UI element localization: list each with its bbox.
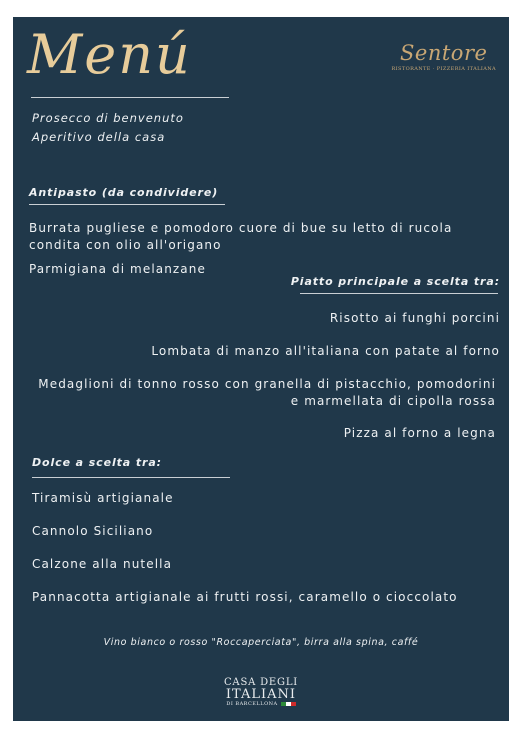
italian-flag-icon: [281, 702, 296, 706]
menu-title: Menú: [27, 23, 192, 86]
principale-item: Risotto ai funghi porcini: [329, 311, 500, 325]
antipasto-item: Parmigiana di melanzane: [29, 262, 206, 276]
principale-item: Medaglioni di tonno rosso con granella di pistacchio, pomodorini: [38, 377, 496, 391]
dolce-divider: [32, 477, 230, 478]
antipasto-item: condita con olio all'origano: [29, 238, 222, 252]
logo-line-1: CASA DEGLI: [223, 677, 299, 688]
brand-subtitle: RISTORANTE · PIZZERIA ITALIANA: [391, 66, 496, 72]
casa-degli-italiani-logo: [13, 677, 509, 707]
principale-heading: Piatto principale a scelta tra:: [290, 275, 500, 288]
brand-logo: [391, 41, 496, 72]
menu-card: [13, 17, 509, 721]
antipasto-item: Burrata pugliese e pomodoro cuore di bue su letto di rucola: [29, 221, 453, 235]
principale-item: e marmellata di cipolla rossa: [290, 394, 496, 408]
antipasto-heading: Antipasto (da condividere): [29, 186, 219, 199]
dolce-item: Pannacotta artigianale ai frutti rossi, caramello o cioccolato: [32, 590, 458, 604]
principale-item: Lombata di manzo all'italiana con patate al forno: [151, 344, 500, 358]
logo-line-2: ITALIANI: [225, 687, 297, 702]
principale-item: Pizza al forno a legna: [343, 426, 496, 440]
dolce-item: Calzone alla nutella: [32, 557, 173, 571]
antipasto-divider: [29, 204, 225, 205]
logo-line-3: [13, 701, 509, 707]
logo-subtitle: DI BARCELLONA: [226, 701, 278, 707]
welcome-line-1: Prosecco di benvenuto: [32, 111, 184, 125]
dolce-heading: Dolce a scelta tra:: [32, 456, 162, 469]
dolce-item: Cannolo Siciliano: [32, 524, 154, 538]
welcome-line-2: Aperitivo della casa: [32, 130, 166, 144]
principale-divider: [300, 293, 498, 294]
brand-name: Sentore: [400, 41, 488, 65]
drinks-footer: Vino bianco o rosso "Roccaperciata", birra alla spina, caffé: [103, 637, 419, 648]
dolce-item: Tiramisù artigianale: [32, 491, 174, 505]
title-divider: [31, 97, 229, 98]
